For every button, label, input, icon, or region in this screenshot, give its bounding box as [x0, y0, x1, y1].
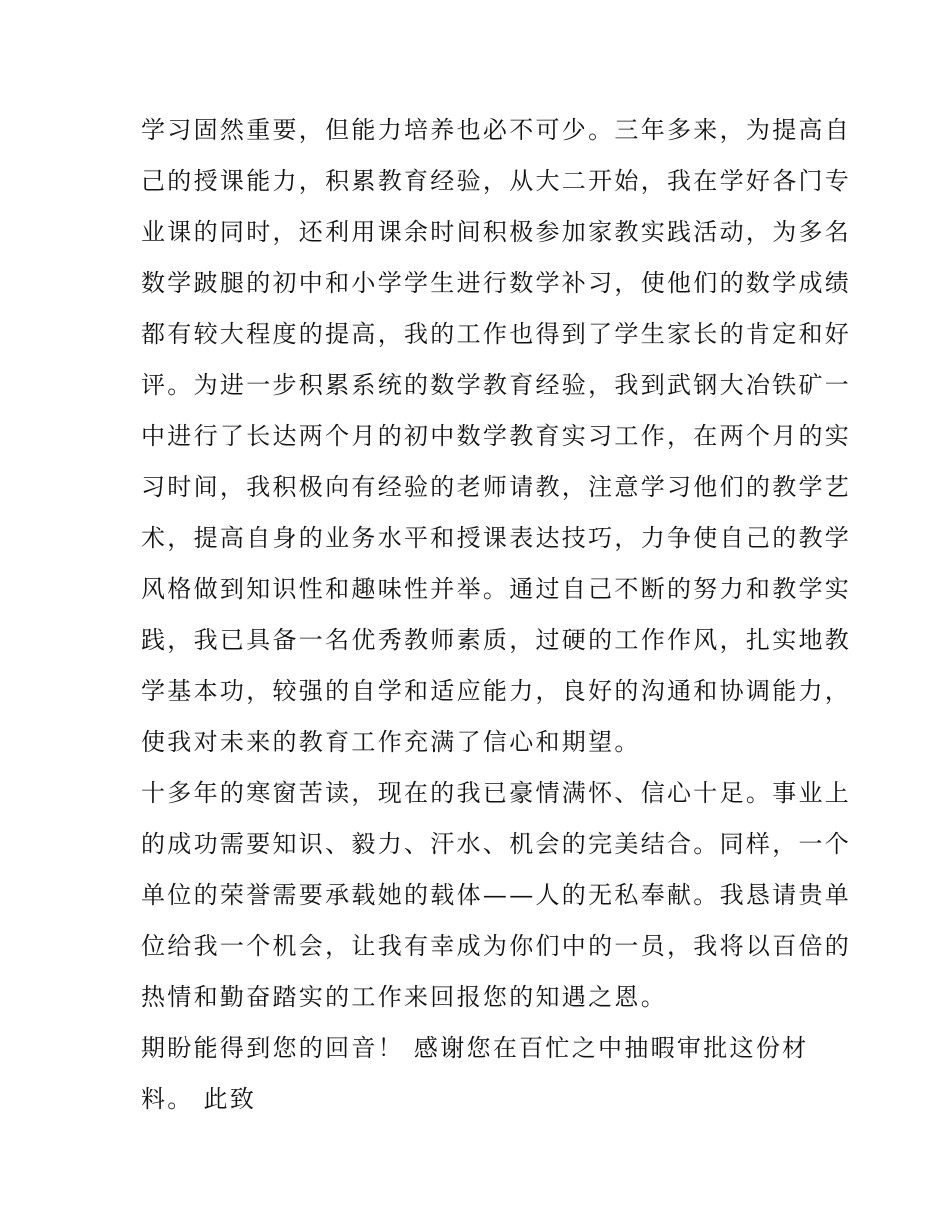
text-line: 学习固然重要，但能力培养也必不可少。三年多来，为提高自: [141, 116, 852, 144]
text-line: 的成功需要知识、毅力、汗水、机会的完美结合。同样，一个: [141, 830, 852, 858]
text-line: 术，提高自身的业务水平和授课表达技巧，力争使自己的教学: [141, 524, 852, 552]
text-line: 料。 此致: [141, 1085, 257, 1113]
text-line: 热情和勤奋踏实的工作来回报您的知遇之恩。: [141, 983, 667, 1011]
text-line: 单位的荣誉需要承载她的载体——人的无私奉献。我恳请贵单: [141, 881, 852, 909]
text-line: 己的授课能力，积累教育经验，从大二开始，我在学好各门专: [141, 167, 852, 195]
text-line: 期盼能得到您的回音！ 感谢您在百忙之中抽暇审批这份材: [141, 1034, 809, 1062]
text-line: 践，我已具备一名优秀教师素质，过硬的工作作风，扎实地教: [141, 626, 852, 654]
text-line: 学基本功，较强的自学和适应能力，良好的沟通和协调能力，: [141, 677, 852, 705]
text-line: 位给我一个机会，让我有幸成为你们中的一员，我将以百倍的: [141, 932, 852, 960]
text-line: 中进行了长达两个月的初中数学教育实习工作，在两个月的实: [141, 422, 852, 450]
text-line: 十多年的寒窗苦读，现在的我已豪情满怀、信心十足。事业上: [141, 779, 852, 807]
text-line: 数学跛腿的初中和小学学生进行数学补习，使他们的数学成绩: [141, 269, 852, 297]
text-line: 习时间，我积极向有经验的老师请教，注意学习他们的教学艺: [141, 473, 852, 501]
text-line: 都有较大程度的提高，我的工作也得到了学生家长的肯定和好: [141, 320, 852, 348]
text-line: 业课的同时，还利用课余时间积极参加家教实践活动，为多名: [141, 218, 852, 246]
text-line: 评。为进一步积累系统的数学教育经验，我到武钢大冶铁矿一: [141, 371, 852, 399]
text-line: 风格做到知识性和趣味性并举。通过自己不断的努力和教学实: [141, 575, 852, 603]
text-line: 使我对未来的教育工作充满了信心和期望。: [141, 728, 641, 756]
